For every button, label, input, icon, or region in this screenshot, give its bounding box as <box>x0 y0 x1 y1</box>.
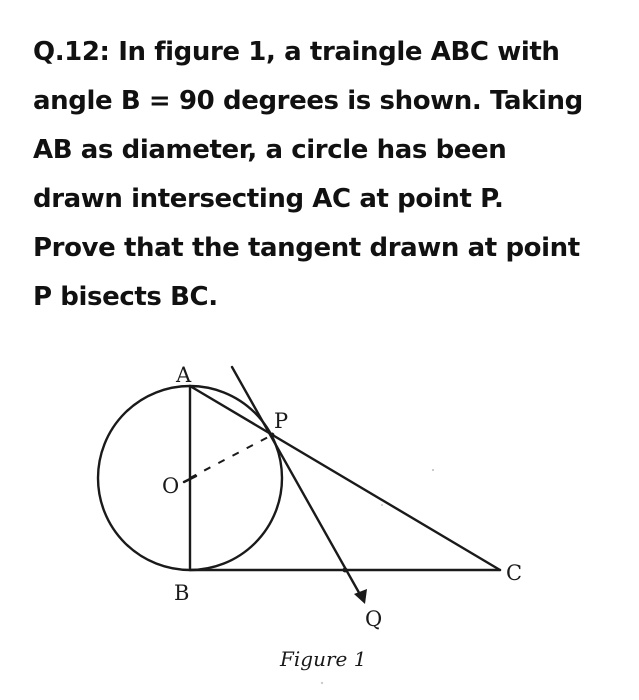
label-P: P <box>274 409 289 433</box>
scan-speck <box>432 469 434 471</box>
point-midpoint <box>343 568 348 573</box>
point-P <box>270 433 275 438</box>
question-line-2: angle B = 90 degrees is shown. Taking <box>33 86 583 116</box>
label-B: B <box>174 581 190 605</box>
label-A: A <box>176 363 192 387</box>
question-line-3: AB as diameter, a circle has been <box>33 135 507 165</box>
label-O: O <box>162 474 180 498</box>
figure-caption: Figure 1 <box>280 647 367 671</box>
label-C: C <box>506 561 523 585</box>
tangent-line <box>232 367 362 598</box>
label-Q: Q <box>365 607 383 631</box>
question-line-1: Q.12: In figure 1, a traingle ABC with <box>33 37 560 67</box>
radius-OP <box>190 435 272 478</box>
scan-speck <box>321 682 323 684</box>
question-line-6: P bisects BC. <box>33 282 218 312</box>
tangent-arrowhead <box>354 589 367 604</box>
question-line-5: Prove that the tangent drawn at point <box>33 233 580 263</box>
question-line-4: drawn intersecting AC at point P. <box>33 184 504 214</box>
scan-speck <box>381 504 383 506</box>
segment-AC <box>190 386 500 570</box>
